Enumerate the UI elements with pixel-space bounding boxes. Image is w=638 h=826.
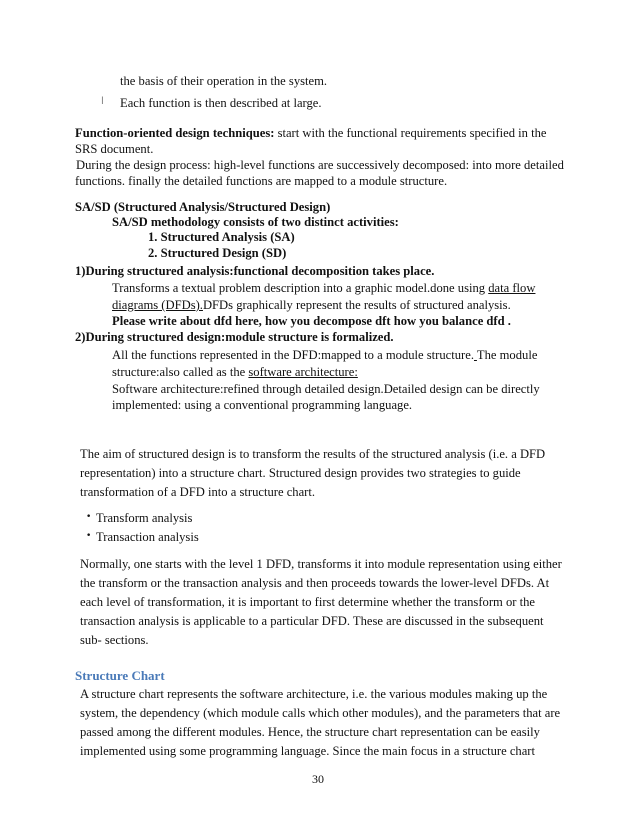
fod-l1-text: start with the functional requirements specified in the bbox=[274, 126, 547, 140]
aim-bullet-2: Transaction analysis bbox=[96, 530, 199, 544]
normal-line-2: the transform or the transaction analysis and then proceeds towards the lower-level DFDs. At bbox=[80, 576, 550, 590]
page-number: 30 bbox=[312, 772, 324, 786]
fod-lead: Function-oriented design techniques: bbox=[75, 126, 275, 140]
sd-line-1-text: All the functions represented in the DFD:mapped to a module structure. bbox=[112, 348, 474, 362]
aim-line-3: transformation of a DFD into a structure chart. bbox=[80, 485, 316, 499]
sa-note: Please write about dfd here, how you decompose dft how you balance dfd . bbox=[112, 314, 511, 328]
aim-bullet-1: Transform analysis bbox=[96, 511, 193, 525]
sasd-item-2: 2. Structured Design (SD) bbox=[148, 246, 287, 260]
sd-line-1-tail: The module bbox=[476, 348, 538, 362]
dfd-link-part2[interactable]: diagrams (DFDs). bbox=[112, 298, 203, 312]
normal-line-3: each level of transformation, it is important to first determine whether the transform or the bbox=[80, 595, 535, 609]
aim-line-1: The aim of structured design is to transform the results of the structured analysis (i.e. a DFD bbox=[80, 447, 546, 461]
sd-line-3: Software architecture:refined through detailed design.Detailed design can be directly bbox=[112, 382, 540, 396]
fod-line-3: During the design process: high-level functions are successively decomposed: into more detailed bbox=[76, 158, 564, 172]
bullet-dot: • bbox=[86, 531, 92, 541]
dfd-link-part1[interactable]: data flow bbox=[488, 281, 536, 295]
sd-line-2-text: structure:also called as the bbox=[112, 365, 249, 379]
sc-line-2: system, the dependency (which module calls which other modules), and the parameters that are bbox=[80, 706, 561, 720]
sd-line-2 bbox=[112, 364, 358, 380]
structure-chart-heading: Structure Chart bbox=[75, 668, 165, 683]
normal-line-1: Normally, one starts with the level 1 DFD, transforms it into module representation using either bbox=[80, 557, 562, 571]
fod-line-2: SRS document. bbox=[75, 142, 154, 156]
normal-line-4: transaction analysis is applicable to a particular DFD. These are discussed in the subsequent bbox=[80, 614, 544, 628]
sc-line-3: passed among the different modules. Hence, the structure chart representation can be easily bbox=[80, 725, 540, 739]
sd-heading: 2)During structured design:module structure is formalized. bbox=[75, 330, 394, 344]
sc-line-1: A structure chart represents the software architecture, i.e. the various modules making up the bbox=[80, 687, 548, 701]
sa-heading: 1)During structured analysis:functional decomposition takes place. bbox=[75, 264, 435, 278]
sasd-item-1: 1. Structured Analysis (SA) bbox=[148, 230, 295, 244]
aim-line-2: representation) into a structure chart. Structured design provides two strategies to guide bbox=[80, 466, 521, 480]
top-line-2: Each function is then described at large. bbox=[120, 96, 322, 110]
software-architecture-link[interactable]: software architecture: bbox=[248, 365, 358, 379]
fod-line-4: functions. finally the detailed functions are mapped to a module structure. bbox=[75, 174, 448, 188]
sc-line-4: implemented using some programming language. Since the main focus in a structure chart bbox=[80, 744, 535, 758]
sasd-intro: SA/SD methodology consists of two distinct activities: bbox=[112, 215, 399, 229]
bullet-dot: • bbox=[86, 512, 92, 522]
sd-line-1 bbox=[112, 347, 537, 363]
sa-line-1 bbox=[112, 280, 535, 296]
sd-line-4: implemented: using a conventional programming language. bbox=[112, 398, 413, 412]
normal-line-5: sub- sections. bbox=[80, 633, 149, 647]
sa-line-1-text: Transforms a textual problem description into a graphic model.done using bbox=[112, 281, 489, 295]
sa-line-2 bbox=[112, 297, 511, 313]
sasd-title: SA/SD (Structured Analysis/Structured Design) bbox=[75, 200, 331, 214]
bullet-marker: l bbox=[101, 96, 104, 107]
fod-line-1 bbox=[75, 125, 547, 141]
sa-line-2-text: DFDs graphically represent the results of structured analysis. bbox=[202, 298, 511, 312]
top-line-1: the basis of their operation in the system. bbox=[120, 74, 328, 88]
